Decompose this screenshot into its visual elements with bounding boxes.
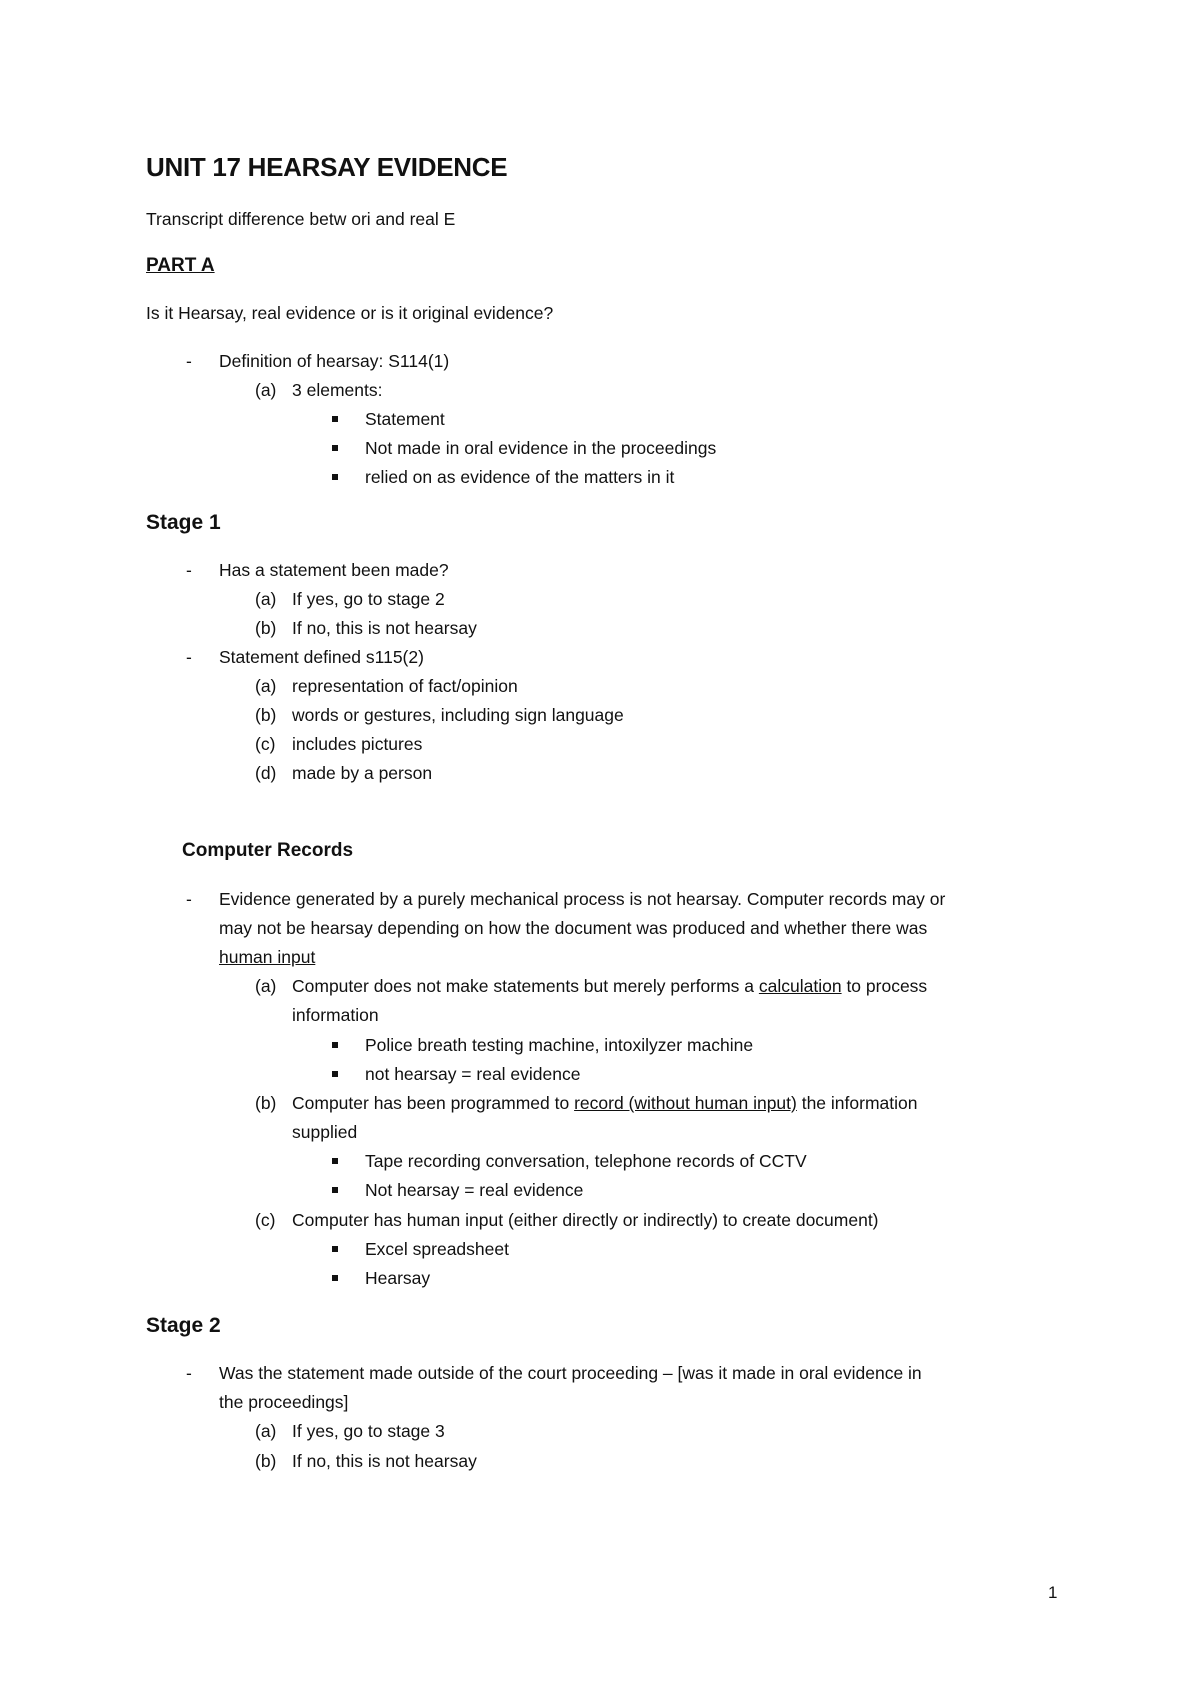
underlined-text: human input [219,947,316,967]
page-number: 1 [1048,1583,1058,1602]
list-marker: (a) [255,589,277,609]
text-span: the information [796,1093,918,1113]
list-item: relied on as evidence of the matters in it [365,467,675,487]
list-marker: (b) [255,1093,277,1113]
paragraph-line: Evidence generated by a purely mechanical process is not hearsay. Computer records may or [219,889,946,909]
part-a-heading: PART A [146,255,215,276]
list-item: not hearsay = real evidence [365,1064,581,1084]
list-item: Hearsay [365,1268,431,1288]
paragraph-line: the proceedings] [219,1392,349,1412]
list-item: Excel spreadsheet [365,1239,509,1259]
list-item: representation of fact/opinion [292,676,518,696]
list-item [292,1092,917,1114]
list-item: If no, this is not hearsay [292,618,477,638]
square-bullet-icon [332,474,338,480]
square-bullet-icon [332,416,338,422]
stage-1-question: Has a statement been made? [219,560,449,580]
dash-marker: - [186,647,192,667]
computer-records-heading: Computer Records [182,840,354,861]
list-item: Statement [365,409,445,429]
list-item: Computer has human input (either directly or indirectly) to create document) [292,1210,879,1230]
list-marker: (c) [255,1210,276,1230]
dash-marker: - [186,351,192,371]
square-bullet-icon [332,1158,338,1164]
stage-1-heading: Stage 1 [146,511,221,534]
square-bullet-icon [332,1246,338,1252]
hearsay-definition: Definition of hearsay: S114(1) [219,351,450,371]
list-item: Tape recording conversation, telephone records of CCTV [365,1151,807,1171]
list-marker: (b) [255,705,277,725]
list-item: Police breath testing machine, intoxilyzer machine [365,1035,754,1055]
dash-marker: - [186,1363,192,1383]
list-item: made by a person [292,763,433,783]
list-item: If yes, go to stage 2 [292,589,445,609]
dash-marker: - [186,560,192,580]
list-item: If no, this is not hearsay [292,1451,477,1471]
square-bullet-icon [332,1275,338,1281]
list-marker: (a) [255,976,277,996]
part-a-question: Is it Hearsay, real evidence or is it original evidence? [146,303,554,323]
square-bullet-icon [332,1187,338,1193]
list-marker: (d) [255,763,277,783]
paragraph-line: information [292,1005,379,1025]
list-item: includes pictures [292,734,423,754]
square-bullet-icon [332,445,338,451]
list-marker: (a) [255,380,277,400]
list-item: words or gestures, including sign language [292,705,624,725]
paragraph-line: supplied [292,1122,358,1142]
dash-marker: - [186,889,192,909]
subtitle: Transcript difference betw ori and real E [146,209,456,229]
list-marker: (b) [255,1451,277,1471]
list-item: Not hearsay = real evidence [365,1180,584,1200]
list-marker: (c) [255,734,276,754]
list-marker: (a) [255,1421,277,1441]
paragraph-line: may not be hearsay depending on how the document was produced and whether there was [219,918,928,938]
list-marker: (b) [255,618,277,638]
list-marker: (a) [255,676,277,696]
text-span: to process [841,976,928,996]
list-item: If yes, go to stage 3 [292,1421,445,1441]
square-bullet-icon [332,1042,338,1048]
text-span: Computer has been programmed to [292,1093,575,1113]
text-span: Computer does not make statements but merely performs a [292,976,759,996]
paragraph-line: Was the statement made outside of the court proceeding – [was it made in oral evidence in [219,1363,922,1383]
underlined-text: calculation [758,976,842,996]
page-title: UNIT 17 HEARSAY EVIDENCE [146,152,508,182]
stage-2-heading: Stage 2 [146,1314,221,1337]
list-item: Not made in oral evidence in the proceedings [365,438,717,458]
underlined-text: record (without human input) [574,1093,797,1113]
statement-defined: Statement defined s115(2) [219,647,424,667]
list-item [292,975,927,997]
paragraph-line [219,946,315,968]
square-bullet-icon [332,1071,338,1077]
elements-label: 3 elements: [292,380,383,400]
